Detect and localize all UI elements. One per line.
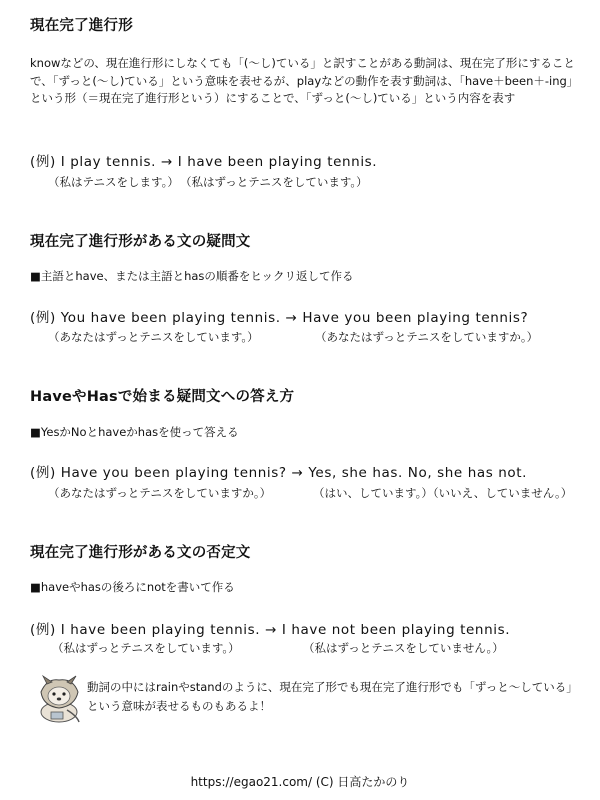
- example-sentence-3: (例) Have you been playing tennis? → Yes, she has. No, she has not.: [30, 465, 528, 481]
- explanation-paragraph: knowなどの、現在進行形にしなくても「(～し)ている」と訳すことがある動詞は、現在完了形にすることで、「ずっと(～し)ている」という意味を表せるが、playなどの動作を表す動詞は、「have＋been＋-ing」という形（＝現在完了進行形という）にすることで、「ずっと(～し)ている」という内容を表す: [30, 56, 575, 105]
- rule-question: ■主語とhave、または主語とhasの順番をヒックリ返して作る: [30, 269, 354, 283]
- section-title-negative: 現在完了進行形がある文の否定文: [30, 545, 251, 561]
- section-title-answers: HaveやHasで始まる疑問文への答え方: [30, 389, 295, 405]
- translation-4b: （私はずっとテニスをしていません。）: [303, 641, 504, 655]
- translation-1b: （私はずっとテニスをしています。）: [180, 175, 368, 189]
- example-sentence-2: (例) You have been playing tennis. → Have you been playing tennis?: [30, 310, 529, 326]
- translation-4a: （私はずっとテニスをしています。）: [52, 641, 240, 655]
- translation-2a: （あなたはずっとテニスをしています。）: [48, 330, 259, 344]
- section-title-present-perfect-progressive: 現在完了進行形: [30, 18, 133, 34]
- footer-credit: https://egao21.com/ (C) 日高たかのり: [190, 775, 410, 789]
- example-sentence-4: (例) I have been playing tennis. → I have not been playing tennis.: [30, 622, 511, 638]
- translation-3b: （はい、しています。）（いいえ、していません。）: [313, 486, 573, 500]
- mascot-character-icon: [33, 672, 85, 724]
- translation-1a: （私はテニスをします。）: [48, 175, 179, 189]
- section-title-question: 現在完了進行形がある文の疑問文: [30, 234, 251, 250]
- example-sentence-1: (例) I play tennis. → I have been playing tennis.: [30, 154, 378, 170]
- rule-answers: ■YesかNoとhaveかhasを使って答える: [30, 425, 239, 439]
- tip-note: 動詞の中にはrainやstandのように、現在完了形でも現在完了進行形でも「ずっと～している」という意味が表せるものもあるよ！: [87, 680, 572, 713]
- translation-3a: （あなたはずっとテニスをしていますか。）: [48, 486, 272, 500]
- translation-2b: （あなたはずっとテニスをしていますか。）: [315, 330, 539, 344]
- rule-negative: ■haveやhasの後ろにnotを書いて作る: [30, 580, 235, 594]
